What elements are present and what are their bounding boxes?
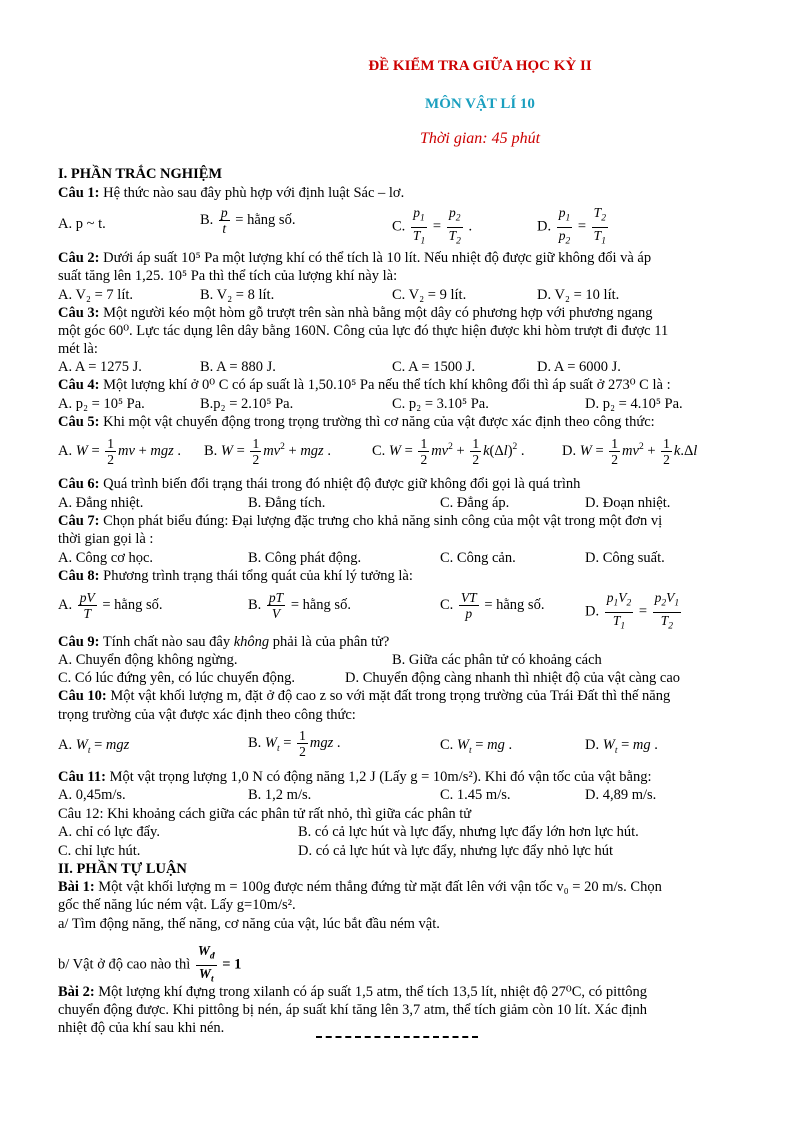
exam-title: ĐỀ KIỂM TRA GIỮA HỌC KỲ II: [368, 58, 592, 74]
section-multiple-choice: I. PHẦN TRẮC NGHIỆM: [58, 166, 223, 182]
q5-option-d: D. W = $\frac{1}{2}$ $mv^2$ + $\frac{1}{2}$ k.Δl: [562, 436, 698, 467]
q9-option-a: A. Chuyển động không ngừng.: [58, 652, 238, 668]
q2-option-d: D. V₂ = 10 lít.: [537, 287, 620, 303]
q12-option-c: C. chỉ lực hút.: [58, 843, 141, 859]
question-4: Câu 4: Một lượng khí ở 0⁰ C có áp suất là 1,50.10⁵ Pa nếu thể tích khí không đổi thì áp suất ở 273⁰ C là :: [58, 377, 671, 393]
q6-option-c: C. Đẳng áp.: [440, 495, 510, 511]
q3-option-a: A. A = 1275 J.: [58, 359, 142, 375]
q3-option-c: C. A = 1500 J.: [392, 359, 476, 375]
question-12: Câu 12: Khi khoảng cách giữa các phân tử rất nhỏ, thì giữa các phân tử: [58, 806, 472, 822]
q6-option-b: B. Đẳng tích.: [248, 495, 326, 511]
q7-option-d: D. Công suất.: [585, 550, 665, 566]
question-2-line2: suất tăng lên 1,25. 10⁵ Pa thì thể tích của lượng khí này là:: [58, 268, 398, 284]
q2-option-a: A. V₂ = 7 lít.: [58, 287, 133, 303]
q5-option-c: C. W = $\frac{1}{2}$ $mv^2$ + $\frac{1}{2}$ $k(\Delta l)^2$ .: [372, 436, 525, 467]
q4-option-c: C. p₂ = 3.10⁵ Pa.: [392, 396, 489, 412]
q3-option-d: D. A = 6000 J.: [537, 359, 621, 375]
q2-option-b: B. V₂ = 8 lít.: [200, 287, 275, 303]
question-7-line2: thời gian gọi là :: [58, 531, 154, 547]
q7-option-b: B. Công phát động.: [248, 550, 362, 566]
q3-option-b: B. A = 880 J.: [200, 359, 276, 375]
question-11: Câu 11: Một vật trọng lượng 1,0 N có động năng 1,2 J (Lấy g = 10m/s²). Khi đó vận tốc của vật bằng:: [58, 769, 652, 785]
end-divider: [316, 1036, 478, 1038]
q8-option-c: C. $\frac{VT}{p}$ = hằng số.: [440, 590, 545, 621]
question-3-line2: một góc 60⁰. Lực tác dụng lên dây bằng 160N. Công của lực đó thực hiện được khi hòm trượt đi được 11: [58, 323, 669, 339]
q11-option-b: B. 1,2 m/s.: [248, 787, 312, 803]
section-essay: II. PHẦN TỰ LUẬN: [58, 861, 187, 877]
essay-2: Bài 2: Một lượng khí đựng trong xilanh có áp suất 1,5 atm, thể tích 13,5 lít, nhiệt độ 27⁰C, có pittông: [58, 984, 648, 1000]
question-2: Câu 2: Dưới áp suất 10⁵ Pa một lượng khí có thể tích là 10 lít. Nếu nhiệt độ được giữ không đổi và áp: [58, 250, 652, 266]
q1-option-c: C. $\frac{p_1}{T_1}$ = $\frac{p_2}{T_2}$ .: [392, 205, 473, 247]
question-3: Câu 3: Một người kéo một hòm gỗ trượt trên sàn nhà bằng một dây có phương hợp với phương ngang: [58, 305, 653, 321]
essay-1-part-a: a/ Tìm động năng, thế năng, cơ năng của vật, lúc bắt đầu ném vật.: [58, 916, 440, 932]
q9-option-c: C. Có lúc đứng yên, có lúc chuyển động.: [58, 670, 295, 686]
q4-option-a: A. p₂ = 10⁵ Pa.: [58, 396, 145, 412]
q2-option-c: C. V₂ = 9 lít.: [392, 287, 467, 303]
question-10-line2: trọng trường của vật được xác định theo công thức:: [58, 707, 356, 723]
essay-1: Bài 1: Một vật khối lượng m = 100g được ném thẳng đứng từ mặt đất lên với vận tốc v₀ = 20 m/s. Chọn: [58, 879, 662, 895]
q1-option-a: A. p ~ t.: [58, 216, 106, 232]
q4-option-d: D. p₂ = 4.10⁵ Pa.: [585, 396, 683, 412]
q12-option-a: A. chỉ có lực đẩy.: [58, 824, 160, 840]
q6-option-a: A. Đẳng nhiệt.: [58, 495, 144, 511]
q10-option-d: D. $W_t$ = mg .: [585, 737, 658, 756]
question-5: Câu 5: Khi một vật chuyển động trong trọng trường thì cơ năng của vật được xác định theo công thức:: [58, 414, 655, 430]
essay-2-line2: chuyển động được. Khi pittông bị nén, áp suất khí tăng lên 3,7 atm, thể tích giảm còn 10 lít. Xác định: [58, 1002, 647, 1018]
essay-1-part-b: b/ Vật ở độ cao nào thì $\frac{W_đ}{W_t}$ = 1: [58, 943, 242, 985]
q12-option-d: D. có cả lực hút và lực đẩy, nhưng lực đẩy nhỏ lực hút: [298, 843, 613, 859]
q10-option-c: C. $W_t$ = mg .: [440, 737, 513, 756]
question-7: Câu 7: Chọn phát biểu đúng: Đại lượng đặc trưng cho khả năng sinh công của một vật trong một đơn vị: [58, 513, 663, 529]
q5-option-b: B. W = $\frac{1}{2}$ $mv^2$ + mgz .: [204, 436, 331, 467]
q7-option-c: C. Công cản.: [440, 550, 516, 566]
q6-option-d: D. Đoạn nhiệt.: [585, 495, 671, 511]
q1-option-d: D. $\frac{p_1}{p_2}$ = $\frac{T_2}{T_1}$: [537, 205, 606, 247]
q9-option-b: B. Giữa các phân tử có khoảng cách: [392, 652, 602, 668]
q5-option-a: A. W = $\frac{1}{2}$ mv + mgz .: [58, 436, 181, 467]
q11-option-c: C. 1.45 m/s.: [440, 787, 511, 803]
essay-1-line2: gốc thế năng lúc ném vật. Lấy g=10m/s².: [58, 897, 296, 913]
subject-title: MÔN VẬT LÍ 10: [425, 96, 535, 112]
q10-option-a: A. $W_t$ = mgz: [58, 737, 130, 756]
question-8: Câu 8: Phương trình trạng thái tổng quát của khí lý tưởng là:: [58, 568, 413, 584]
q11-option-a: A. 0,45m/s.: [58, 787, 126, 803]
q8-option-b: B. $\frac{pT}{V}$ = hằng số.: [248, 590, 351, 621]
essay-2-line3: nhiệt độ của khí sau khi nén.: [58, 1020, 225, 1036]
question-9: Câu 9: Tính chất nào sau đây không phải là của phân tử?: [58, 634, 390, 650]
q4-option-b: B.p₂ = 2.10⁵ Pa.: [200, 396, 294, 412]
q8-option-d: D. $\frac{p_1V_2}{T_1}$ = $\frac{p_2V_1}{T_2}$: [585, 590, 680, 632]
question-10: Câu 10: Một vật khối lượng m, đặt ở độ cao z so với mặt đất trong trọng trường của Trái Đất thì thế năng: [58, 688, 671, 704]
question-6: Câu 6: Quá trình biến đổi trạng thái trong đó nhiệt độ được giữ không đổi gọi là quá trình: [58, 476, 581, 492]
q1-option-b: B. $\frac{p}{t}$ = hằng số.: [200, 205, 296, 236]
q11-option-d: D. 4,89 m/s.: [585, 787, 657, 803]
q8-option-a: A. $\frac{pV}{T}$ = hằng số.: [58, 590, 163, 621]
q7-option-a: A. Công cơ học.: [58, 550, 154, 566]
question-3-line3: mét là:: [58, 341, 98, 357]
q9-option-d: D. Chuyển động càng nhanh thì nhiệt độ của vật càng cao: [345, 670, 681, 686]
q10-option-b: B. $W_t$ = $\frac{1}{2}$ mgz .: [248, 728, 341, 759]
question-1: Câu 1: Hệ thức nào sau đây phù hợp với định luật Sác – lơ.: [58, 185, 405, 201]
exam-time: Thời gian: 45 phút: [419, 130, 541, 147]
q12-option-b: B. có cả lực hút và lực đẩy, nhưng lực đẩy lớn hơn lực hút.: [298, 824, 639, 840]
